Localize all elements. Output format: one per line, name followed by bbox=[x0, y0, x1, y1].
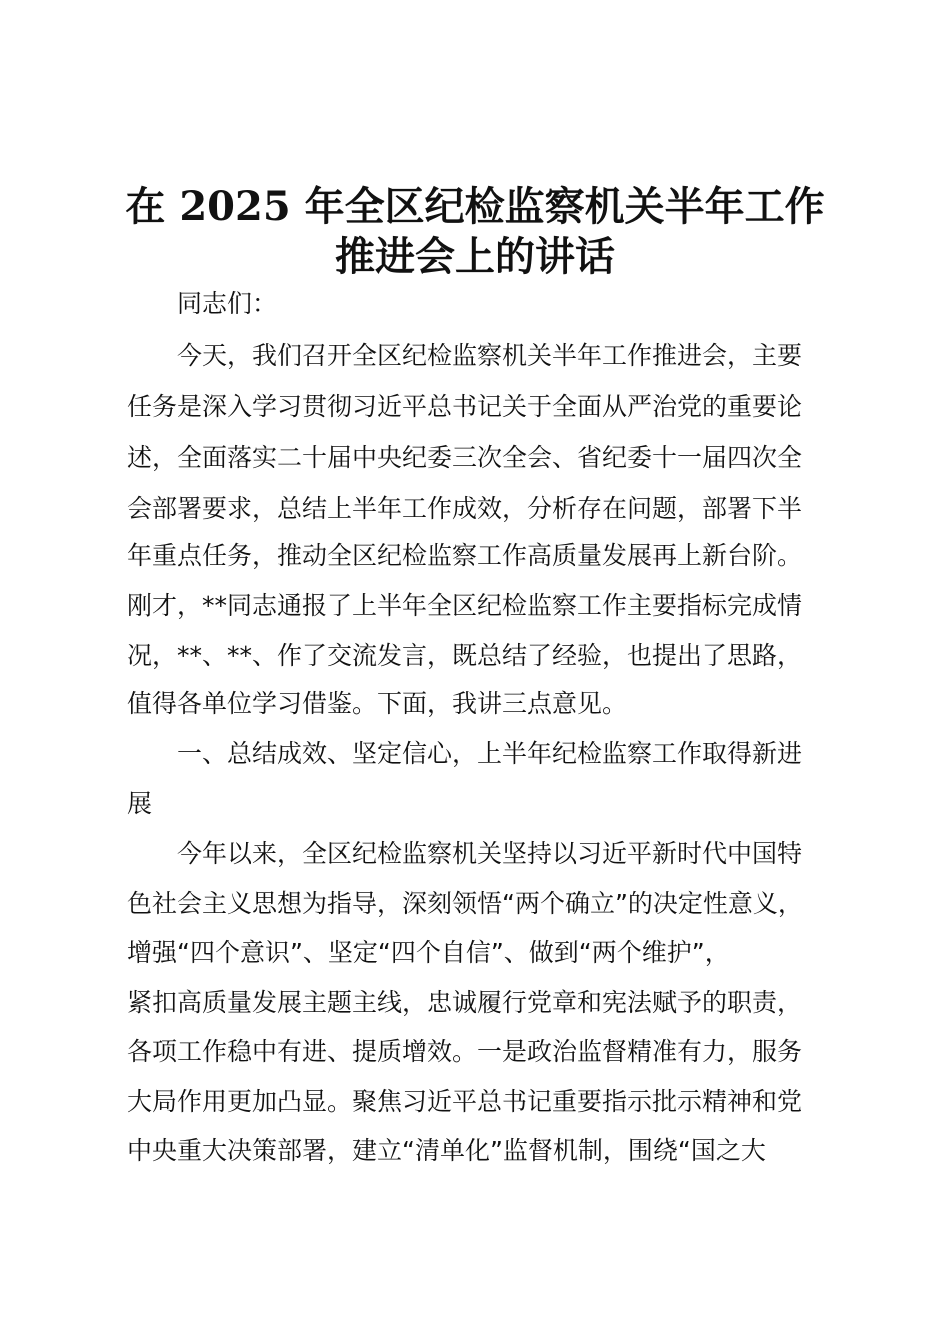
body-line: 大局作用更加凸显。聚焦习近平总书记重要指示批示精神和党 bbox=[127, 1087, 803, 1116]
section-heading-line: 一、总结成效、坚定信心，上半年纪检监察工作取得新进 bbox=[177, 739, 803, 768]
body-line: 述，全面落实二十届中央纪委三次全会、省纪委十一届四次全 bbox=[127, 443, 803, 472]
section-heading-line: 展 bbox=[127, 789, 153, 818]
body-line: 紧扣高质量发展主题主线，忠诚履行党章和宪法赋予的职责， bbox=[127, 988, 803, 1017]
body-line: 各项工作稳中有进、提质增效。一是政治监督精准有力，服务 bbox=[127, 1037, 803, 1066]
body-line: 今年以来，全区纪检监察机关坚持以习近平新时代中国特 bbox=[177, 839, 803, 868]
body-line: 任务是深入学习贯彻习近平总书记关于全面从严治党的重要论 bbox=[127, 392, 803, 421]
body-line: 会部署要求，总结上半年工作成效，分析存在问题，部署下半 bbox=[127, 494, 803, 523]
body-line: 增强“四个意识”、坚定“四个自信”、做到“两个维护”， bbox=[127, 938, 730, 967]
body-line: 况，**、**、作了交流发言，既总结了经验，也提出了思路， bbox=[127, 641, 803, 670]
body-line: 今天，我们召开全区纪检监察机关半年工作推进会，主要 bbox=[177, 341, 803, 370]
document-title-line-2: 推进会上的讲话 bbox=[335, 233, 615, 280]
body-line: 值得各单位学习借鉴。下面，我讲三点意见。 bbox=[127, 689, 628, 718]
body-line: 年重点任务，推动全区纪检监察工作高质量发展再上新台阶。 bbox=[127, 541, 803, 570]
salutation: 同志们： bbox=[177, 289, 278, 318]
body-line: 色社会主义思想为指导，深刻领悟“两个确立”的决定性意义， bbox=[127, 889, 803, 918]
body-line: 中央重大决策部署，建立“清单化”监督机制，围绕“国之大 bbox=[127, 1136, 766, 1165]
body-line: 刚才，**同志通报了上半年全区纪检监察工作主要指标完成情 bbox=[127, 591, 803, 620]
document-title-line-1: 在 2025 年全区纪检监察机关半年工作 bbox=[125, 183, 825, 230]
